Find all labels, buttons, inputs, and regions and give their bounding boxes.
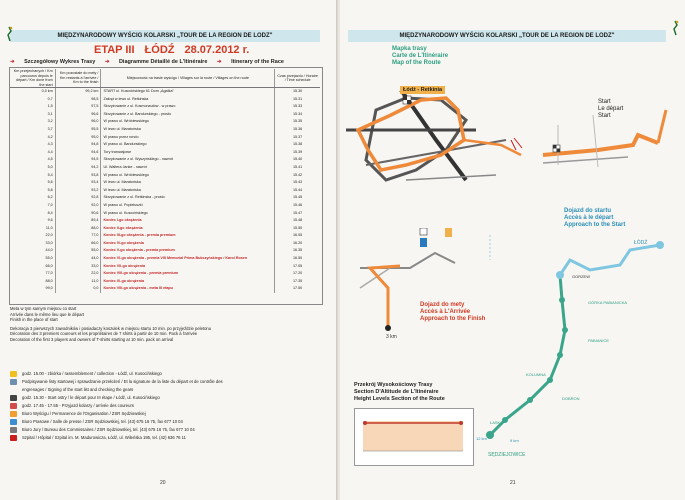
cell-km-done: 8,4 (10, 210, 55, 218)
cell-km-remaining: 22,0 (55, 270, 101, 278)
stage-number: ETAP III (94, 44, 135, 56)
right-page (340, 0, 685, 500)
height-profile-graph (355, 409, 473, 465)
stage-city: ŁÓDŹ (144, 44, 175, 56)
profile-title-pl: Przekrój Wysokościowy Trasy (354, 382, 433, 388)
cell-time: 16.35 (275, 247, 320, 255)
cell-time: 15.41 (275, 164, 320, 172)
cell-km-remaining: 96,0 (55, 118, 101, 126)
route-row (10, 278, 320, 286)
cell-place: Koniec III-go okrążenia - premia premium (103, 233, 176, 238)
header-band: MIĘDZYNARODOWY WYŚCIG KOLARSKI „TOUR DE LA REGION DE LODZ" (10, 30, 320, 42)
cell-km-done: 0,0 km (10, 88, 55, 96)
cell-time: 15.31 (275, 96, 320, 104)
cell-time: 15.48 (275, 217, 320, 225)
route-row (10, 156, 320, 164)
route-row (10, 88, 320, 96)
cell-km-remaining: 97,5 (55, 103, 101, 111)
legend-row (10, 402, 320, 410)
approach-start-fr: Accès à le départ (564, 215, 614, 221)
cell-time: 15.40 (275, 156, 320, 164)
col-km-remaining: Km pozostałe do mety / Km restants à l'arrivée / Km to the finish (55, 69, 101, 88)
route-row (10, 141, 320, 149)
cell-km-done: 5,6 (10, 179, 55, 187)
cell-km-remaining: 98,5 (55, 96, 101, 104)
cell-km-done: 4,2 (10, 134, 55, 142)
route-map (346, 70, 556, 220)
legend-icon (10, 403, 17, 409)
cell-place: Tory tramwajowe (103, 149, 132, 154)
col-time: Czas przejazdu / Horaire / Time schedule (275, 69, 320, 88)
cell-km-done: 3,2 (10, 118, 55, 126)
cell-km-remaining: 44,0 (55, 255, 101, 263)
cell-km-remaining: 33,0 (55, 263, 101, 271)
cyclist-logo-icon (2, 26, 16, 42)
cell-time: 15.47 (275, 210, 320, 218)
cell-time: 17.50 (275, 285, 320, 293)
distance-mark: 9 km (510, 438, 519, 443)
route-row (10, 240, 320, 248)
profile-title-fr: Section D'Altitude de L'Itinéraire (354, 389, 439, 395)
cell-km-remaining: 94,6 (55, 149, 101, 157)
cell-place: Koniec IX-go okrążenia (103, 278, 145, 283)
route-row (10, 247, 320, 255)
cell-km-remaining: 92,8 (55, 194, 101, 202)
cell-place: Koniec VII-go okrążenia (103, 263, 146, 268)
cell-km-done: 9,6 (10, 217, 55, 225)
cell-km-remaining: 94,5 (55, 156, 101, 164)
town-label: PABIANICE (588, 338, 610, 343)
cell-km-done: 6,2 (10, 194, 55, 202)
cell-place: Skrzyżowanie z ul. Bandurskiego - prosto (103, 111, 172, 116)
cell-km-done: 88,0 (10, 278, 55, 286)
subheader-en: Itinerary of the Race (231, 59, 284, 65)
stage-title (94, 44, 259, 56)
cell-time: 15.38 (275, 141, 320, 149)
cell-place: Skrzyżowanie z ul. Kosmonautów - w prawo (103, 104, 176, 109)
town-label: SĘDZIEJOWICE (488, 452, 526, 458)
cell-time: 15.30 (275, 88, 320, 96)
cell-time: 15.33 (275, 103, 320, 111)
legend-row (10, 370, 320, 378)
legend-text: godz. 15.30 - Start ostry / le départ pour III étape / Łódź, ul. Kusocińskiego (22, 395, 160, 400)
cell-km-remaining: 95,5 (55, 126, 101, 134)
cell-km-done: 0,7 (10, 96, 55, 104)
route-row (10, 149, 320, 157)
page-number: 21 (510, 480, 516, 486)
map-title (392, 46, 448, 67)
cell-place: Koniec V-go okrążenia - premia premium (103, 248, 175, 253)
legend-row (10, 426, 320, 434)
town-label: GÓRKA PABIANICKA (588, 300, 628, 305)
legend-text: Podpisywanie listy startowej i sprawdzanie przełożeń / Et la signature de la liste du départ et de contrôle des (22, 379, 223, 384)
map-title-pl: Mapka trasy (392, 46, 427, 52)
cell-time: 16.50 (275, 255, 320, 263)
cell-km-done: 5,8 (10, 187, 55, 195)
cell-km-remaining: 94,8 (55, 141, 101, 149)
cell-km-remaining: 95,0 (55, 134, 101, 142)
cell-km-remaining: 99,2 km (55, 88, 101, 96)
route-row (10, 202, 320, 210)
cell-km-remaining: 90,6 (55, 210, 101, 218)
approach-route-diagram (480, 230, 680, 470)
approach-finish-label (420, 302, 485, 323)
start-label-pl: Start (598, 99, 611, 105)
cell-km-remaining: 66,0 (55, 240, 101, 248)
cell-km-done: 3,7 (10, 126, 55, 134)
start-label-en: Start (598, 113, 611, 119)
cell-time: 17.05 (275, 263, 320, 271)
legend-row (10, 410, 320, 418)
cell-place: Koniec VIII-go okrążenia - meta III etapu (103, 286, 173, 291)
legend-icon (10, 411, 17, 417)
route-table-body (10, 88, 320, 294)
cell-km-remaining: 11,0 (55, 278, 101, 286)
route-row (10, 270, 320, 278)
route-row (10, 285, 320, 293)
cell-km-done: 33,0 (10, 240, 55, 248)
route-row (10, 111, 320, 119)
cell-place: W prawo ul. Kusocińskiego (103, 210, 148, 215)
legend-icon (10, 379, 17, 385)
route-row (10, 217, 320, 225)
cell-place: W prawo ul. Popiełuszki (103, 202, 143, 207)
town-label: ŁASK (490, 420, 501, 425)
cell-km-done: 7,0 (10, 202, 55, 210)
start-label-fr: Le départ (598, 106, 624, 112)
route-table (10, 69, 320, 293)
legend-text: godz. 15.00 - zbiórka / rassemblement / collection - Łódź, ul. Kusocińskiego (22, 371, 162, 376)
legend-row (10, 394, 320, 402)
route-row (10, 179, 320, 187)
stage-date: 28.07.2012 r. (184, 44, 250, 56)
cell-place: Koniec II-go okrążenia (103, 225, 143, 230)
legend-icon (10, 395, 17, 401)
cyclist-logo-icon (668, 20, 682, 36)
cell-km-done: 1,5 (10, 103, 55, 111)
route-row (10, 225, 320, 233)
route-row (10, 263, 320, 271)
legend-icon (10, 387, 17, 393)
route-row (10, 232, 320, 240)
town-label: KOLUMNA (526, 372, 546, 377)
map-title-en: Map of the Route (392, 60, 441, 66)
arrow-icon: ➜ (216, 59, 222, 65)
legend-row (10, 434, 320, 442)
cell-time: 15.35 (275, 118, 320, 126)
route-row (10, 103, 320, 111)
route-row (10, 96, 320, 104)
route-row (10, 172, 320, 180)
approach-finish-fr: Accès à L'Arrivée (420, 309, 471, 315)
note-line: Finish in the place of start (10, 317, 58, 323)
route-row (10, 118, 320, 126)
cell-place: START ul. Kusocińskiego 61 Dom „Agatka" (103, 89, 174, 93)
cell-time: 17.20 (275, 270, 320, 278)
route-row (10, 194, 320, 202)
arrow-icon: ➜ (104, 59, 110, 65)
cell-km-remaining: 92,0 (55, 202, 101, 210)
note-line: Arrivée dans le même lieu que le départ (10, 311, 85, 317)
note-line: Dekoracja 3 pierwszych zawodników i posiadaczy koszulek w miejscu startu 10 min. po przyjeździe peletonu (10, 325, 212, 331)
arrow-icon: ➜ (10, 59, 15, 65)
cell-place: Skrzyżowanie z ul. Wyszyńskiego - nawrót (103, 157, 173, 162)
cell-km-done: 99,0 (10, 285, 55, 293)
cell-place: Koniec VI-go okrążenia - premia VIII Memorial Prima Bukszyńskiego / Karol Rosen (103, 256, 248, 261)
cell-place: W lewo ul. Maratońska (103, 126, 141, 131)
note-line: Meta w tym samym miejscu co start (10, 306, 77, 311)
left-page (0, 0, 338, 500)
cell-km-remaining: 89,4 (55, 217, 101, 225)
cell-km-remaining: 93,8 (55, 172, 101, 180)
legend-row (10, 386, 320, 394)
cell-km-done: 11,0 (10, 225, 55, 233)
city-tag: Łódź - Retkinia (400, 86, 445, 94)
legend-text: godz. 17.45 - 17.55 - Przyjazd kolarzy / arrivée des coureurs (22, 403, 134, 408)
cell-time: 15.50 (275, 225, 320, 233)
cell-km-remaining: 94,2 (55, 164, 101, 172)
cell-km-done: 4,3 (10, 141, 55, 149)
approach-start-label (564, 208, 625, 229)
approach-start-en: Approach to the Start (564, 222, 626, 228)
cell-place: Skrzyżowanie z ul. Retkinska - prosto (103, 195, 165, 200)
subheader-fr: Diagramme Détaillé de L'Itinéraire (118, 59, 208, 65)
header-band: MIĘDZYNARODOWY WYŚCIG KOLARSKI „TOUR DE LA REGION DE LODZ" (348, 30, 666, 42)
town-label: DOBRON (562, 396, 580, 401)
height-profile (354, 408, 474, 466)
cell-place: W prawo ul. Wróblewskiego (103, 172, 149, 177)
finish-notes (10, 306, 310, 343)
cell-place: Zakręt w lewo ul. Retkinska (103, 96, 149, 101)
cell-place: W prawo ul. Bandurskiego (103, 142, 147, 147)
route-row (10, 255, 320, 263)
map-title-fr: Carte de L'Itinéraire (392, 53, 449, 59)
legend-icon (10, 371, 17, 377)
cell-km-remaining: 88,0 (55, 225, 101, 233)
cell-km-remaining: 96,6 (55, 111, 101, 119)
route-row (10, 126, 320, 134)
route-subheader (10, 59, 330, 65)
cell-km-done: 44,0 (10, 247, 55, 255)
note-line: Decoration of the first 3 players and owners of T-shirts starting at 10 min. pack on arrival (10, 336, 174, 342)
cell-km-remaining: 93,4 (55, 179, 101, 187)
cell-time: 15.46 (275, 202, 320, 210)
page-number: 20 (160, 480, 166, 486)
cell-km-done: 5,4 (10, 172, 55, 180)
cell-km-done: 55,0 (10, 255, 55, 263)
cell-time: 15.39 (275, 149, 320, 157)
legend-text: Biuro Jury / Bureau des Commissaires / ZSR Sędziowskiej, tel. (43) 675 16 75, fax 677 10 04 (22, 427, 195, 432)
cell-km-done: 5,0 (10, 164, 55, 172)
subheader-pl: Szczegółowy Wykres Trasy (24, 59, 96, 65)
note-line: Décoration des 3 premiers coureurs et les propriétaires de 7 shirts à partir de 10 min. Pack à l'arrivée (10, 331, 198, 337)
route-row (10, 134, 320, 142)
cell-km-done: 3,1 (10, 111, 55, 119)
legend-row (10, 418, 320, 426)
cell-km-done: 77,0 (10, 270, 55, 278)
cell-time: 15.37 (275, 134, 320, 142)
cell-time: 15.43 (275, 179, 320, 187)
cell-time: 17.35 (275, 278, 320, 286)
cell-place: W lewo ul. Maratońska (103, 187, 141, 192)
cell-km-done: 22,0 (10, 232, 55, 240)
legend-text: Biuro Prasowe / Salle de presse / ZSR Sędziowskiej, tel. (43) 675 16 75, fax 677 10 04 (22, 419, 183, 424)
town-label: ŁÓDŹ (634, 240, 648, 246)
route-row (10, 187, 320, 195)
cell-time: 16.20 (275, 240, 320, 248)
cell-time: 15.45 (275, 194, 320, 202)
cell-time: 15.36 (275, 126, 320, 134)
legend-icon (10, 427, 17, 433)
cell-place: W prawo przez rondo (103, 134, 139, 139)
legend-row (10, 378, 320, 386)
route-row (10, 164, 320, 172)
cell-km-remaining: 55,0 (55, 247, 101, 255)
town-label: GORZEW (572, 274, 590, 279)
cell-time: 15.42 (275, 172, 320, 180)
legend-icon (10, 419, 17, 425)
route-row (10, 210, 320, 218)
cell-place: Koniec VIII-go okrążenia - premia premium (103, 271, 179, 276)
cell-km-done: 4,5 (10, 156, 55, 164)
legend-text: Biuro Wyścigu / Permanence de l'Organisation / ZSR Sędziowskiej (22, 411, 146, 416)
approach-finish-en: Approach to the Finish (420, 316, 486, 322)
cell-km-done: 66,0 (10, 263, 55, 271)
cell-time: 15.44 (275, 187, 320, 195)
legend (10, 370, 320, 442)
legend-text: engrenages / Signing of the start list and checking the gears (22, 387, 134, 392)
cell-km-remaining: 93,2 (55, 187, 101, 195)
km-marker: 3 km (386, 334, 397, 340)
cell-time: 16.05 (275, 232, 320, 240)
cell-place: W prawo ul. Wróblewskiego (103, 119, 149, 124)
cell-time: 15.34 (275, 111, 320, 119)
legend-text: Szpital / Hôpital / Szpital im. M. Madurowicza, Łódź, ul. Wileńska 195, tel. (42) 636 76 11 (22, 435, 187, 440)
cell-km-done: 4,4 (10, 149, 55, 157)
cell-km-remaining: 77,0 (55, 232, 101, 240)
profile-title (354, 382, 445, 403)
cell-place: Koniec I-go okrążenia (103, 218, 142, 223)
cell-place: Ul. Waltera Janke - nawrót (103, 164, 147, 169)
profile-title-en: Height Levels Section of the Route (354, 396, 445, 402)
distance-mark: 12 km (476, 436, 487, 441)
legend-icon (10, 435, 17, 441)
col-km-done: Km przejechanych / Km parcourus depuis le départ / Km done from the start (10, 69, 55, 88)
cell-km-remaining: 0,0 (55, 285, 101, 293)
approach-start-pl: Dojazd do startu (564, 208, 612, 214)
col-villages: Miejscowość na trasie wyścigu / Villages sur la route / Villages on the route (101, 69, 275, 88)
cell-place: W lewo ul. Maratońska (103, 180, 141, 185)
start-detail-map (538, 105, 673, 170)
approach-finish-pl: Dojazd do mety (420, 302, 465, 308)
cell-place: Koniec IV-go okrążenia (103, 240, 144, 245)
